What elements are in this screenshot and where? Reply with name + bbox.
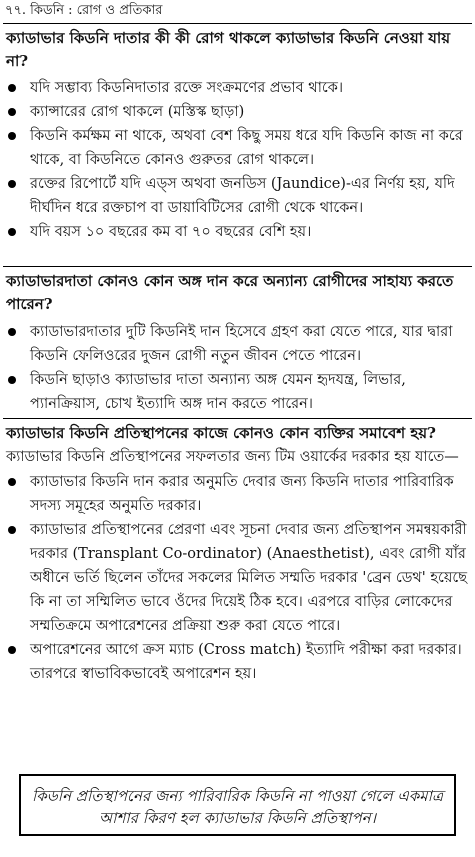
list-item [0,124,470,172]
list-item-text: কিডনি ছাড়াও ক্যাডাভার দাতা অন্যান্য অঙ্গ যেমন হৃদযন্ত্র, লিভার, প্যানক্রিয়াস, চোখ ইত্যাদি অঙ্গ দান করতে পারেন। [30,372,406,412]
bullet-icon [8,228,16,236]
section-1-question: ক্যাডাভার কিডনি দাতার কী কী রোগ থাকলে ক্যাডাভার কিডনি নেওয়া যায় না? [6,29,451,70]
list-item [0,320,470,368]
bullet-icon [8,646,16,654]
section-3-bullet-list [0,470,470,686]
list-item-text: কিডনি কর্মক্ষম না থাকে, অথবা বেশ কিছু সময় ধরে যদি কিডনি কাজ না করে থাকে, বা কিডনিতে কোনও গুরুতর রোগ থাকলে। [30,128,463,168]
bullet-icon [8,478,16,486]
header-divider [3,23,472,24]
bullet-icon [8,132,16,140]
page-header: ৭৭. কিডনি : রোগ ও প্রতিকার [5,3,163,18]
list-item-text: যদি সম্ভাব্য কিডনিদাতার রক্তে সংক্রমণের প্রভাব থাকে। [30,80,344,96]
section-3-question: ক্যাডাভার কিডনি প্রতিস্থাপনের কাজে কোনও কোন ব্যক্তির সমাবেশ হয়? [6,424,436,442]
highlight-note-text: কিডনি প্রতিস্থাপনের জন্য পারিবারিক কিডনি না পাওয়া গেলে একমাত্র আশার কিরণ হল ক্যাডাভার কিডনি প্রতিস্থাপন। [31,787,444,827]
list-item [0,638,470,686]
bullet-icon [8,376,16,384]
list-item-text: যদি বয়স ১০ বছরের কম বা ৭০ বছরের বেশি হয়। [30,224,312,240]
list-item-text: ক্যাডাভারদাতার দুটি কিডনিই দান হিসেবে গ্রহণ করা যেতে পারে, যার দ্বারা কিডনি ফেলিওরের দুজন রোগী নতুন জীবন পেতে পারেন। [30,324,453,364]
list-item [0,368,470,416]
section-1-bullet-list [0,76,470,244]
section-divider [3,418,472,419]
section-3-intro: ক্যাডাভার কিডনি প্রতিস্থাপনের সফলতার জন্য টিম ওয়ার্কের দরকার হয় যাতে— [6,449,459,465]
bullet-icon [8,328,16,336]
bullet-icon [8,180,16,188]
section-2-question: ক্যাডাভারদাতা কোনও কোন অঙ্গ দান করে অন্যান্য রোগীদের সাহায্য করতে পারেন? [6,272,454,313]
list-item [0,518,470,638]
section-divider [3,266,472,267]
bullet-icon [8,84,16,92]
section-2-bullet-list [0,320,470,416]
list-item [0,220,470,244]
list-item [0,172,470,220]
highlight-note-box [19,774,456,836]
bullet-icon [8,526,16,534]
list-item-text: ক্যাডাভার কিডনি দান করার অনুমতি দেবার জন্য কিডনি দাতার পারিবারিক সদস্য সমূহের অনুমতি দরকার। [30,474,454,514]
list-item [0,100,470,124]
list-item-text: রক্তের রিপোর্টে যদি এড্‌স অথবা জনডিস (Jaundice)-এর নির্ণয় হয়, যদি দীর্ঘদিন ধরে রক্তচাপ বা ডায়াবিটিসের রোগী থেকে থাকেন। [30,176,455,216]
list-item-text: ক্যান্সারের রোগ থাকলে (মস্তিস্ক ছাড়া) [30,104,245,120]
list-item [0,470,470,518]
list-item [0,76,470,100]
list-item-text: অপারেশনের আগে ক্রস ম্যাচ (Cross match) ইত্যাদি পরীক্ষা করা দরকার। তারপরে স্বাভাবিকভাবেই অপারেশন হয়। [30,642,462,682]
list-item-text: ক্যাডাভার প্রতিস্থাপনের প্রেরণা এবং সূচনা দেবার জন্য প্রতিস্থাপন সমন্বয়কারী দরকার (Transplant Co-ordinator) (Anaesthetist), এবং রোগী যাঁর অধীনে ভর্তি ছিলেন তাঁদের সকলের মিলিত সম্মতি দরকার 'ব্রেন ডেথ' হয়েছে কি না তা সম্মিলিত ভাবে ওঁদের দিয়েই ঠিক হবে। এরপরে বাড়ির লোকেদের সম্মতিক্রমে অপারেশনের প্রক্রিয়া শুরু করা যেতে পারে। [30,522,467,634]
bullet-icon [8,108,16,116]
